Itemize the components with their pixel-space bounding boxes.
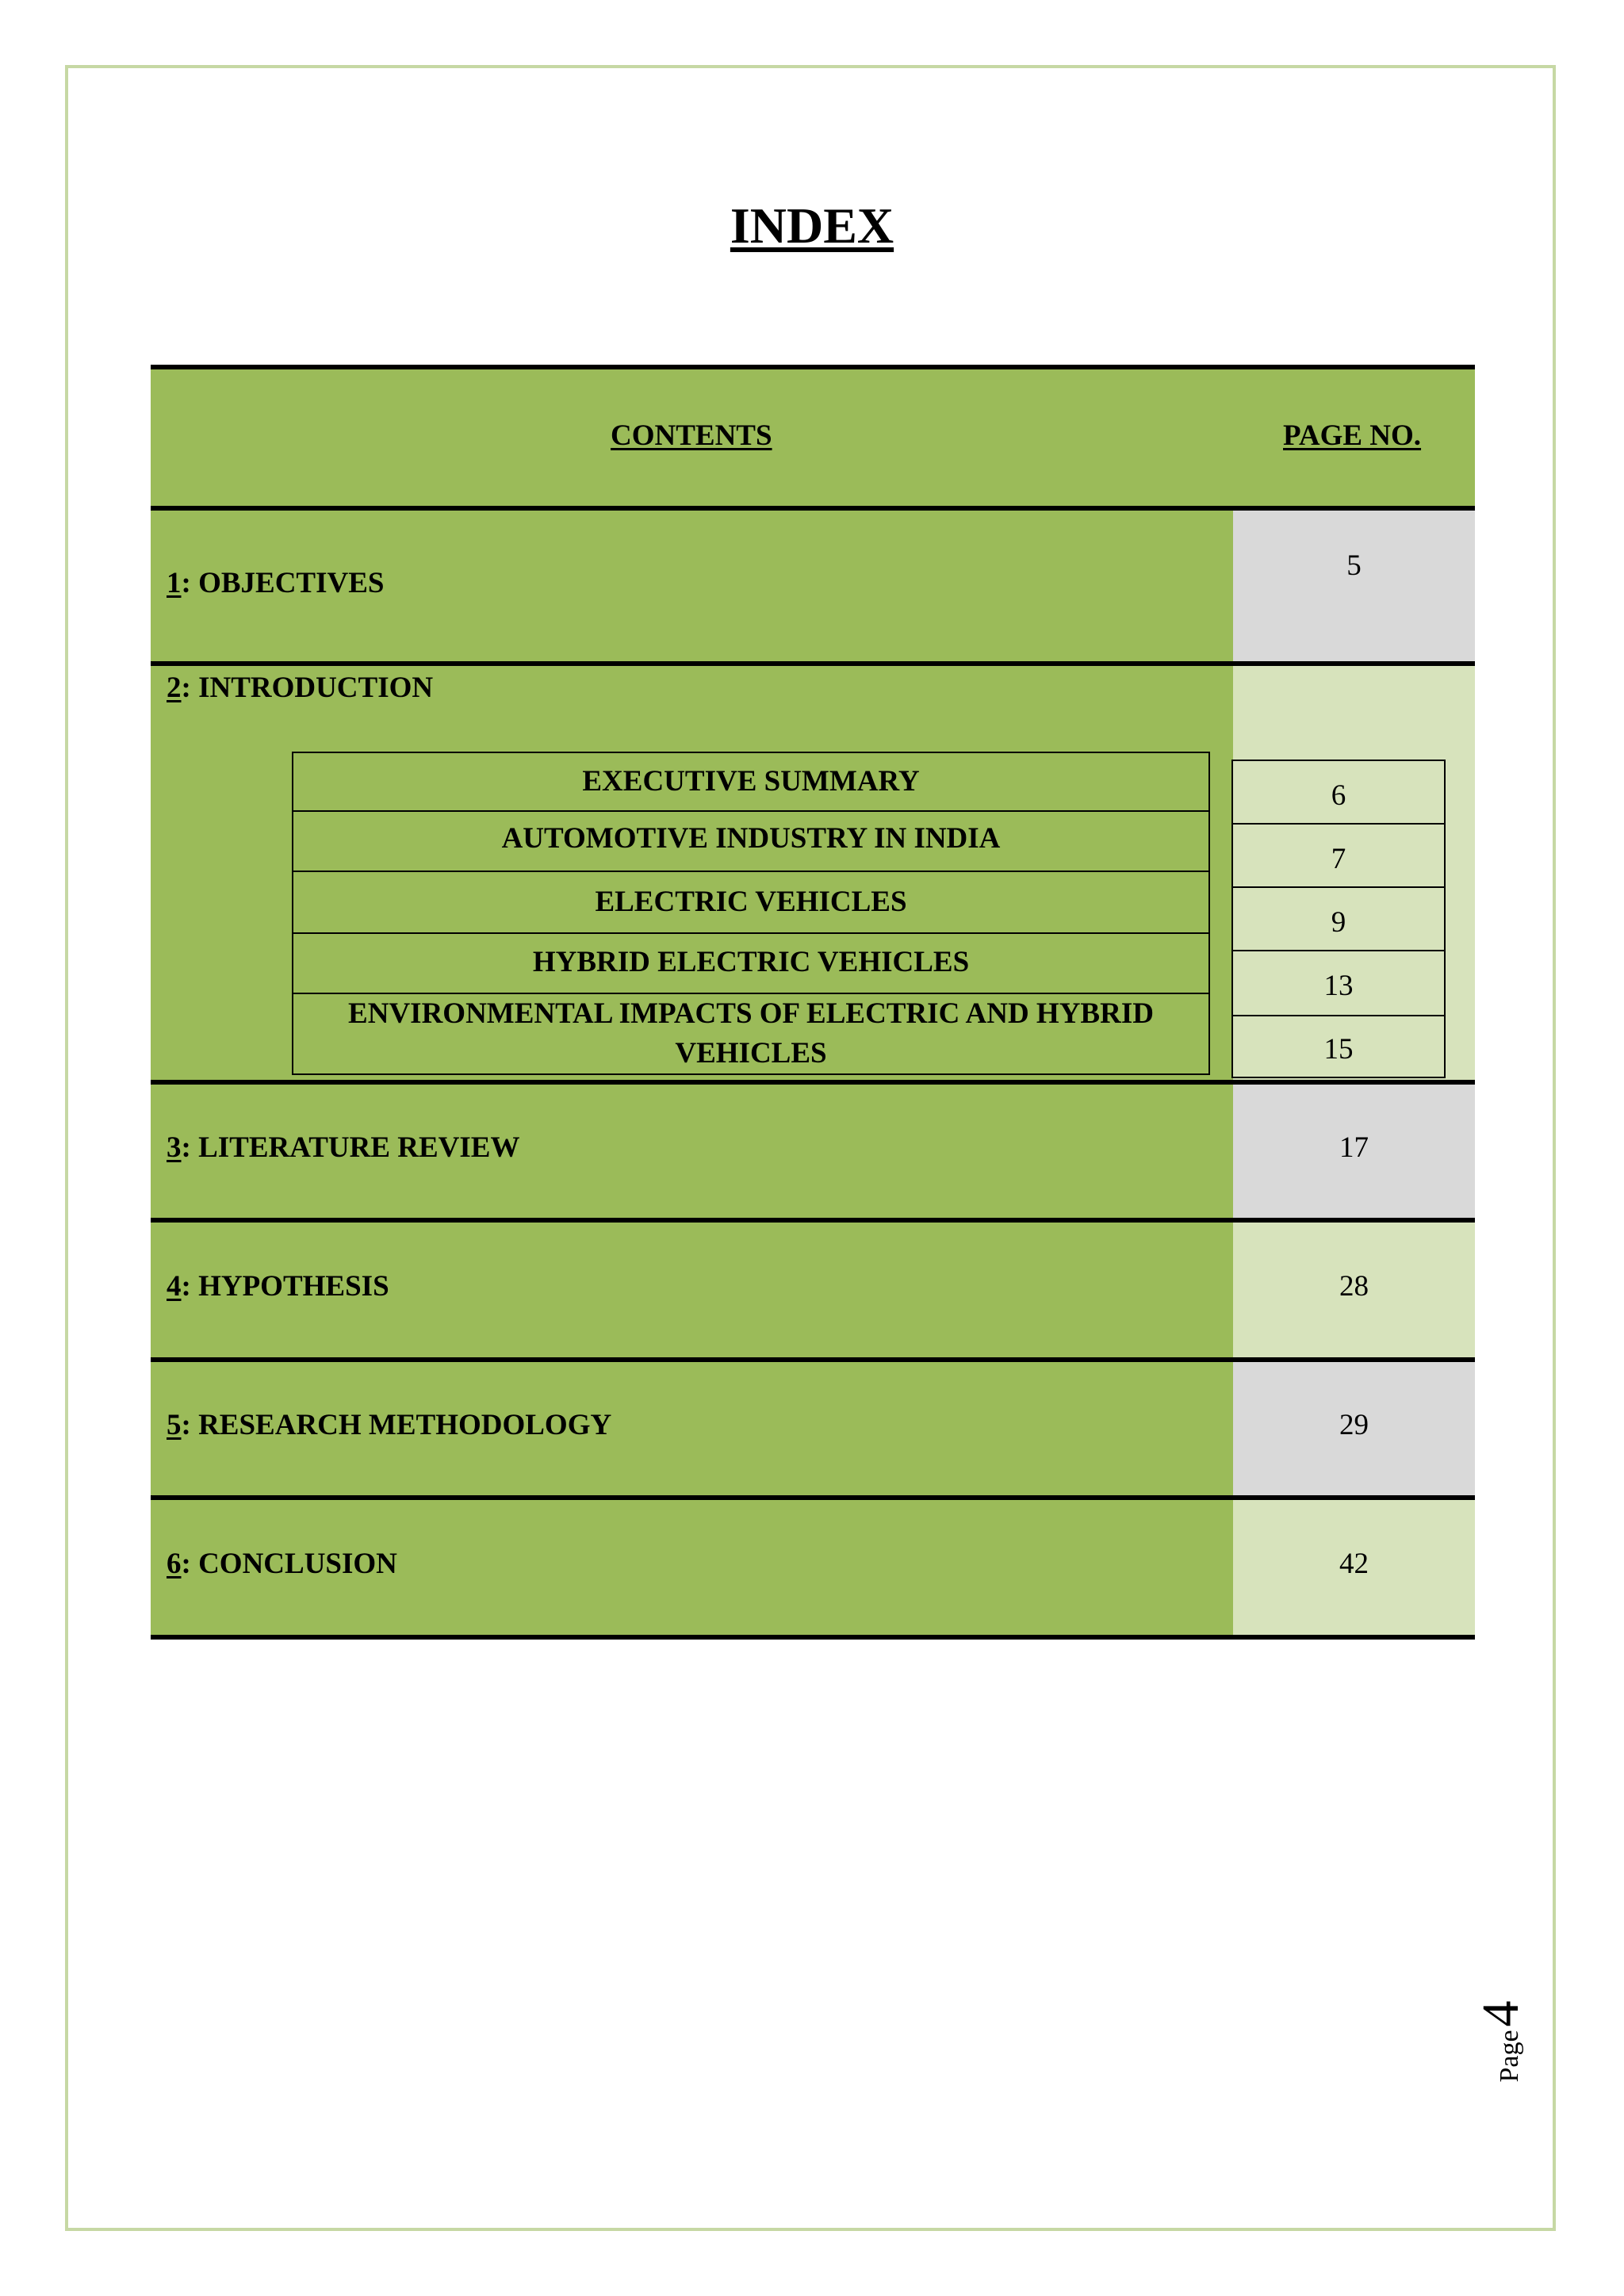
row-page-hypothesis: 28 (1339, 1270, 1369, 1303)
page-word: Page (1495, 2030, 1524, 2083)
table-header (151, 369, 1475, 507)
row-label-hypothesis: 4: HYPOTHESIS (167, 1270, 389, 1303)
header-page-no: PAGE NO. (1283, 419, 1422, 452)
row-label-conclusion: 6: CONCLUSION (167, 1548, 397, 1580)
subsection-page: 15 (1323, 1033, 1354, 1066)
table-bottom-rule (151, 1635, 1475, 1640)
subsection-page: 9 (1233, 888, 1444, 951)
row-label-introduction: 2: INTRODUCTION (167, 672, 434, 704)
subsection-page: 13 (1233, 951, 1444, 1016)
subsection-label: ELECTRIC VEHICLES (293, 872, 1208, 934)
page-title: INDEX (730, 197, 894, 254)
row-page-literature-review: 17 (1339, 1131, 1369, 1164)
subsection-table (292, 752, 1210, 1075)
subsection-label: AUTOMOTIVE INDUSTRY IN INDIA (293, 812, 1208, 872)
subsection-page: 7 (1233, 825, 1444, 888)
row-label-literature-review: 3: LITERATURE REVIEW (167, 1131, 520, 1164)
subsection-page: 6 (1233, 761, 1444, 825)
page-number-footer (1471, 1998, 1558, 2085)
row-page-conclusion: 42 (1339, 1548, 1369, 1580)
page-cell (1233, 511, 1475, 661)
subsection-label: ENVIRONMENTAL IMPACTS OF ELECTRIC AND HYBRID VEHICLES (348, 997, 1154, 1070)
row-page-objectives: 5 (1346, 549, 1362, 582)
row-page-research-methodology: 29 (1339, 1409, 1369, 1441)
row-label-objectives: 1: OBJECTIVES (167, 567, 385, 599)
page-number: 4 (1472, 2000, 1530, 2027)
subsection-pages (1231, 760, 1446, 1078)
header-contents: CONTENTS (611, 419, 772, 452)
subsection-label: HYBRID ELECTRIC VEHICLES (293, 934, 1208, 994)
subsection-label: EXECUTIVE SUMMARY (293, 753, 1208, 812)
row-label-research-methodology: 5: RESEARCH METHODOLOGY (167, 1409, 612, 1441)
